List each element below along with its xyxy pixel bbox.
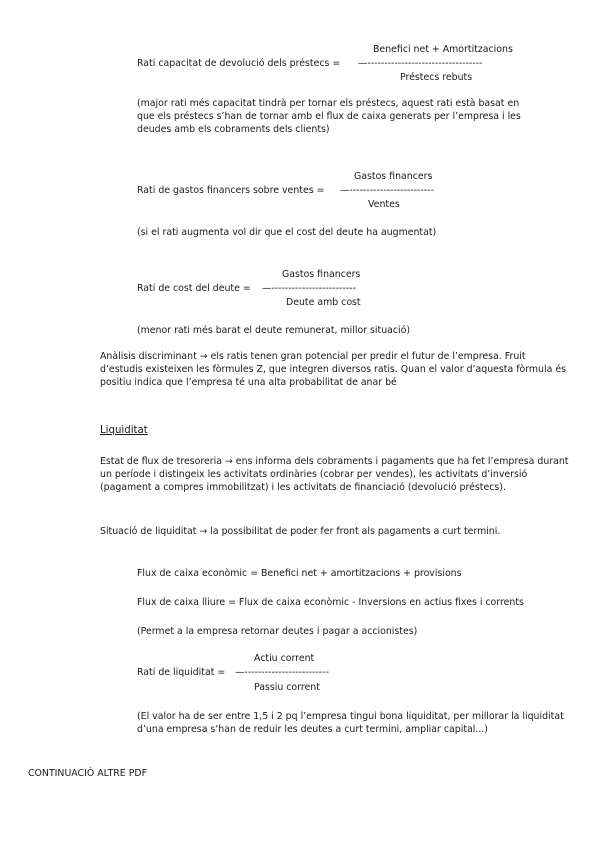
continuacio-text: CONTINUACIÓ ALTRE PDF [28,768,147,779]
formula-2-fraction-line: —------------------------- [340,185,434,196]
formula-2-denominator: Ventes [368,199,400,210]
formula-1-note: (major rati més capacitat tindrà per tornar els préstecs, aquest rati està basat en que els préstecs s’han de tornar amb el flux de caixa generats per l’empresa i les deudes amb els cobraments dels clients) [137,98,521,135]
formula-3-numerator: Gastos financers [282,269,361,280]
formula-4-label: Rati de liquiditat = [137,667,226,678]
formula-4-note: (El valor ha de ser entre 1,5 i 2 pq l’empresa tingui bona liquiditat, per millorar la liquiditat d’una empresa s’han de reduir les deutes a curt termini, ampliar capital...) [137,711,564,735]
situacio-paragraph: Situació de liquiditat → la possibilitat de poder fer front als pagaments a curt termini. [100,526,501,537]
formula-1-numerator: Benefici net + Amortitzacions [373,44,513,55]
formula-1-label: Rati capacitat de devolució dels préstecs = [137,58,341,69]
permet-note: (Permet a la empresa retornar deutes i pagar a accionistes) [137,626,418,637]
formula-4-fraction-line: —------------------------- [235,667,329,678]
formula-2-label: Rati de gastos financers sobre ventes = [137,185,325,196]
analisis-paragraph: Anàlisis discriminant → els ratis tenen gran potencial per predir el futur de l’empresa. Fruit d’estudis existeixen les fòrmules Z, que integren diversos ratis. Quan el valor d’aquesta fòrmula és positiu indica que l’empresa té una alta probabilitat de anar bé [100,351,566,388]
estat-flux-paragraph: Estat de flux de tresoreria → ens informa dels cobraments i pagaments que ha fet l’empresa durant un període i distingeix les activitats ordinàries (cobrar per vendes), les activitats d’inversió (pagament a compres immobilitzat) i les activitats de financiació (devolució préstecs). [100,456,569,493]
formula-3-denominator: Deute amb cost [286,297,361,308]
formula-3-fraction-line: —------------------------- [262,283,356,294]
flux-lliure-formula: Flux de caixa lliure = Flux de caixa econòmic - Inversions en actius fixes i corrents [137,597,524,608]
formula-1-fraction-line: —---------------------------------- [358,58,483,69]
formula-3-note: (menor rati més barat el deute remunerat, millor situació) [137,325,411,336]
section-title-liquiditat: Liquiditat [100,425,148,436]
formula-4-numerator: Actiu corrent [254,653,315,664]
formula-2-numerator: Gastos financers [354,171,433,182]
formula-1-denominator: Préstecs rebuts [400,72,473,83]
formula-2-note: (si el rati augmenta vol dir que el cost del deute ha augmentat) [137,227,437,238]
formula-4-denominator: Passiu corrent [254,682,320,693]
flux-economic-formula: Flux de caixa econòmic = Benefici net + amortitzacions + provisions [137,568,462,579]
formula-3-label: Rati de cost del deute = [137,283,251,294]
